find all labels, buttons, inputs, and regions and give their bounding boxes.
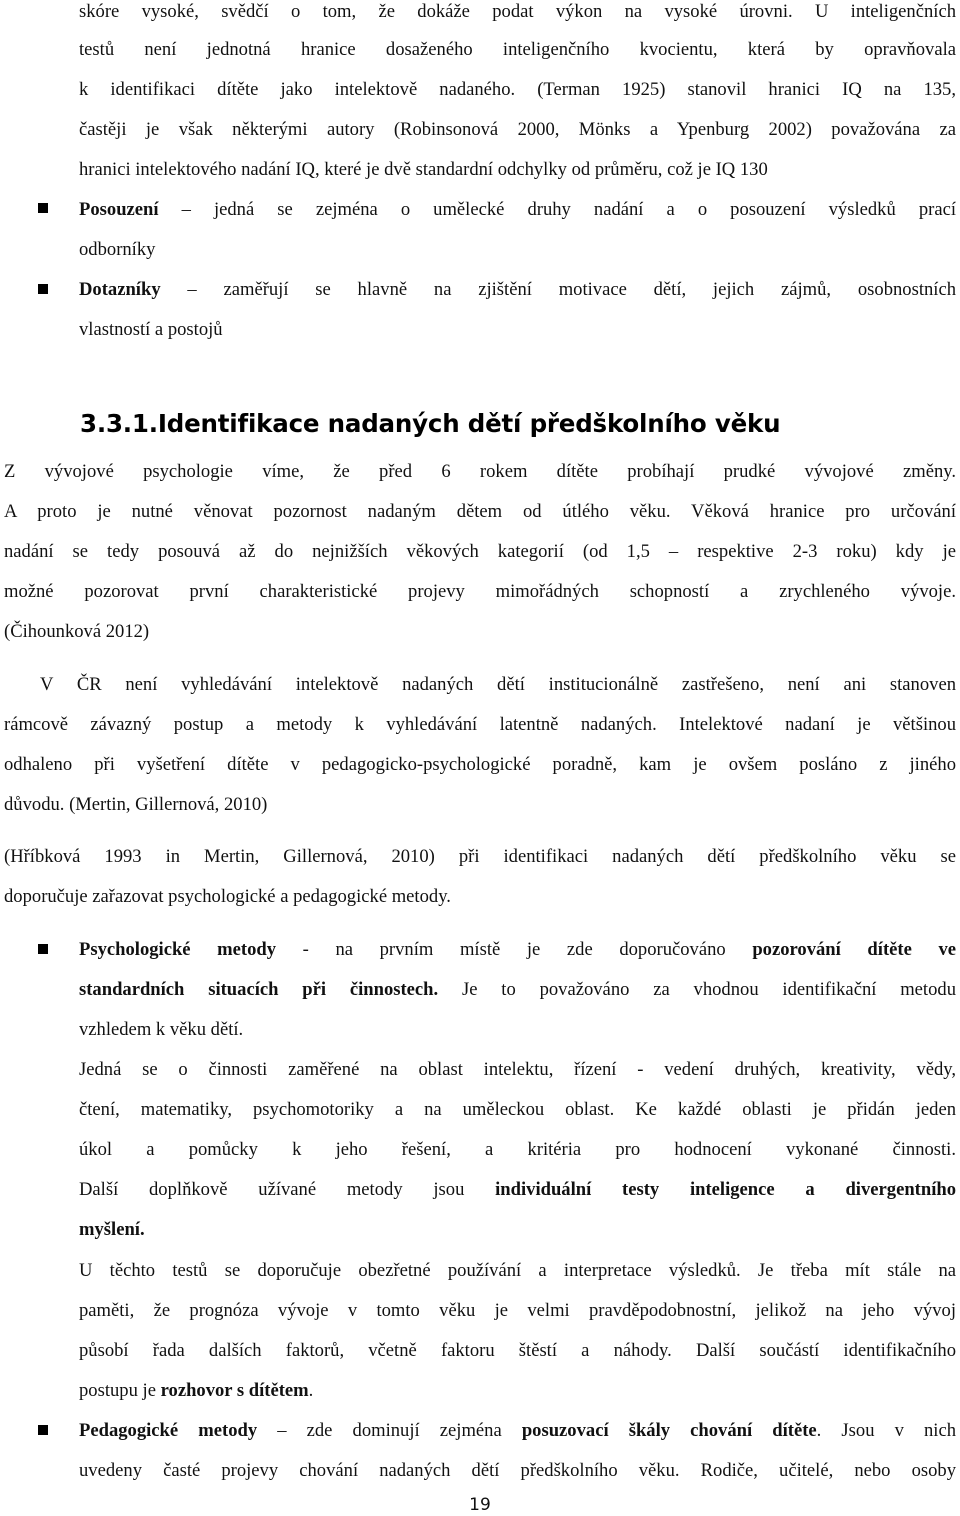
psych-p3-end-4: . (308, 1380, 314, 1401)
para1-line-2: A proto je nutné věnovat pozornost nadaným dětem od útlého věku. Věková hranice pro určování (4, 501, 956, 522)
para2-line-3: odhaleno při vyšetření dítěte v pedagogicko-psychologické poradně, kam je ovšem posláno z jiného (4, 754, 956, 775)
psych-p2-line-2: čtení, matematiky, psychomotoriky a na uměleckou oblast. Ke každé oblasti je přidán jeden (79, 1099, 956, 1120)
pedag-term: Pedagogické metody (79, 1420, 258, 1441)
bullet-dotazniky-term: Dotazníky (79, 279, 161, 300)
psych-p2-text-4: Další doplňkově užívané metody jsou (79, 1179, 496, 1200)
psych-p2-line-5 (79, 1218, 956, 1242)
bullet-square-icon (38, 1425, 48, 1435)
pedag-line-1 (79, 1419, 956, 1443)
psych-text-1: - na prvním místě je zde doporučováno (276, 939, 753, 960)
psych-term: Psychologické metody (79, 939, 277, 960)
psych-line-2 (79, 978, 956, 1002)
psych-p3-line-4 (79, 1379, 956, 1403)
psych-p3-line-2: paměti, že prognóza vývoje v tomto věku je velmi pravděpodobnostní, jelikož na jeho vývoj (79, 1300, 956, 1321)
para3-line-1: (Hříbková 1993 in Mertin, Gillernová, 2010) při identifikaci nadaných dětí předškolního věku se (4, 846, 956, 867)
page-number: 19 (469, 1495, 491, 1515)
psych-p3-line-1: U těchto testů se doporučuje obezřetné používání a interpretace výsledků. Je třeba mít stále na (79, 1260, 956, 1281)
bullet-posouzeni-term: Posouzení (79, 199, 159, 220)
bullet-posouzeni-line-1 (79, 198, 956, 222)
section-heading: 3.3.1.Identifikace nadaných dětí předškolního věku (80, 409, 781, 438)
bullet-posouzeni-text: – jedná se zejména o umělecké druhy nadání a o posouzení výsledků prací (158, 199, 956, 220)
bullet-square-icon (38, 944, 48, 954)
pedag-line-2: uvedeny časté projevy chování nadaných dětí předškolního věku. Rodiče, učitelé, nebo osoby (79, 1460, 956, 1481)
psych-bold-2: standardních situacích při činnostech. (79, 979, 439, 1000)
psych-p3-bold-4: rozhovor s dítětem (160, 1380, 309, 1401)
psych-p3-line-3: působí řada dalších faktorů, včetně faktoru štěstí a náhody. Další součástí identifikačního (79, 1340, 956, 1361)
psych-p2-bold-4: individuální testy inteligence a divergentního (495, 1179, 956, 1200)
pedag-bold-1: posuzovací škály chování dítěte (521, 1420, 817, 1441)
para1-line-5: (Čihounková 2012) (4, 621, 150, 642)
psych-line-1 (79, 938, 956, 962)
intro-line-3: k identifikaci dítěte jako intelektově nadaného. (Terman 1925) stanovil hranici IQ na 135, (79, 79, 956, 100)
para2-line-1: V ČR není vyhledávání intelektově nadaných dětí institucionálně zastřešeno, není ani stanoven (40, 674, 956, 695)
psych-p2-line-3: úkol a pomůcky k jeho řešení, a kritéria pro hodnocení vykonané činnosti. (79, 1139, 956, 1160)
para2-line-2: rámcově závazný postup a metody k vyhledávání latentně nadaných. Intelektové nadaní je většinou (4, 714, 956, 735)
psych-text-2: Je to považováno za vhodnou identifikační metodu (438, 979, 956, 1000)
psych-p3-text-4: postupu je (79, 1380, 161, 1401)
intro-line-1: skóre vysoké, svědčí o tom, že dokáže podat výkon na vysoké úrovni. U inteligenčních (79, 1, 956, 22)
psych-p2-line-1: Jedná se o činnosti zaměřené na oblast intelektu, řízení - vedení druhých, kreativity, vědy, (79, 1059, 956, 1080)
bullet-dotazniky-text: – zaměřují se hlavně na zjištění motivace dětí, jejich zájmů, osobnostních (160, 279, 956, 300)
intro-line-5: hranici intelektového nadání IQ, které je dvě standardní odchylky od průměru, což je IQ 130 (79, 159, 768, 180)
psych-p2-line-4 (79, 1178, 956, 1202)
para2-line-4: důvodu. (Mertin, Gillernová, 2010) (4, 794, 268, 815)
para1-line-4: možné pozorovat první charakteristické projevy mimořádných schopností a zrychleného vývoje. (4, 581, 956, 602)
pedag-end-1: . Jsou v nich (816, 1420, 957, 1441)
bullet-posouzeni-line-2: odborníky (79, 239, 156, 260)
para1-line-3: nadání se tedy posouvá až do nejnižších věkových kategorií (od 1,5 – respektive 2-3 roku) kdy je (4, 541, 956, 562)
intro-line-2: testů není jednotná hranice dosaženého inteligenčního kvocientu, která by opravňovala (79, 39, 956, 60)
psych-p2-bold-5: myšlení. (79, 1219, 145, 1240)
bullet-dotazniky-line-2: vlastností a postojů (79, 319, 223, 340)
intro-line-4: častěji je však některými autory (Robinsonová 2000, Mönks a Ypenburg 2002) považována za (79, 119, 956, 140)
para3-line-2: doporučuje zařazovat psychologické a pedagogické metody. (4, 886, 451, 907)
bullet-square-icon (38, 203, 48, 213)
psych-bold-1: pozorování dítěte ve (752, 939, 956, 960)
psych-line-3: vzhledem k věku dětí. (79, 1019, 244, 1040)
para1-line-1: Z vývojové psychologie víme, že před 6 rokem dítěte probíhají prudké vývojové změny. (4, 461, 956, 482)
bullet-dotazniky-line-1 (79, 278, 956, 302)
pedag-text-1: – zde dominují zejména (257, 1420, 522, 1441)
bullet-square-icon (38, 284, 48, 294)
